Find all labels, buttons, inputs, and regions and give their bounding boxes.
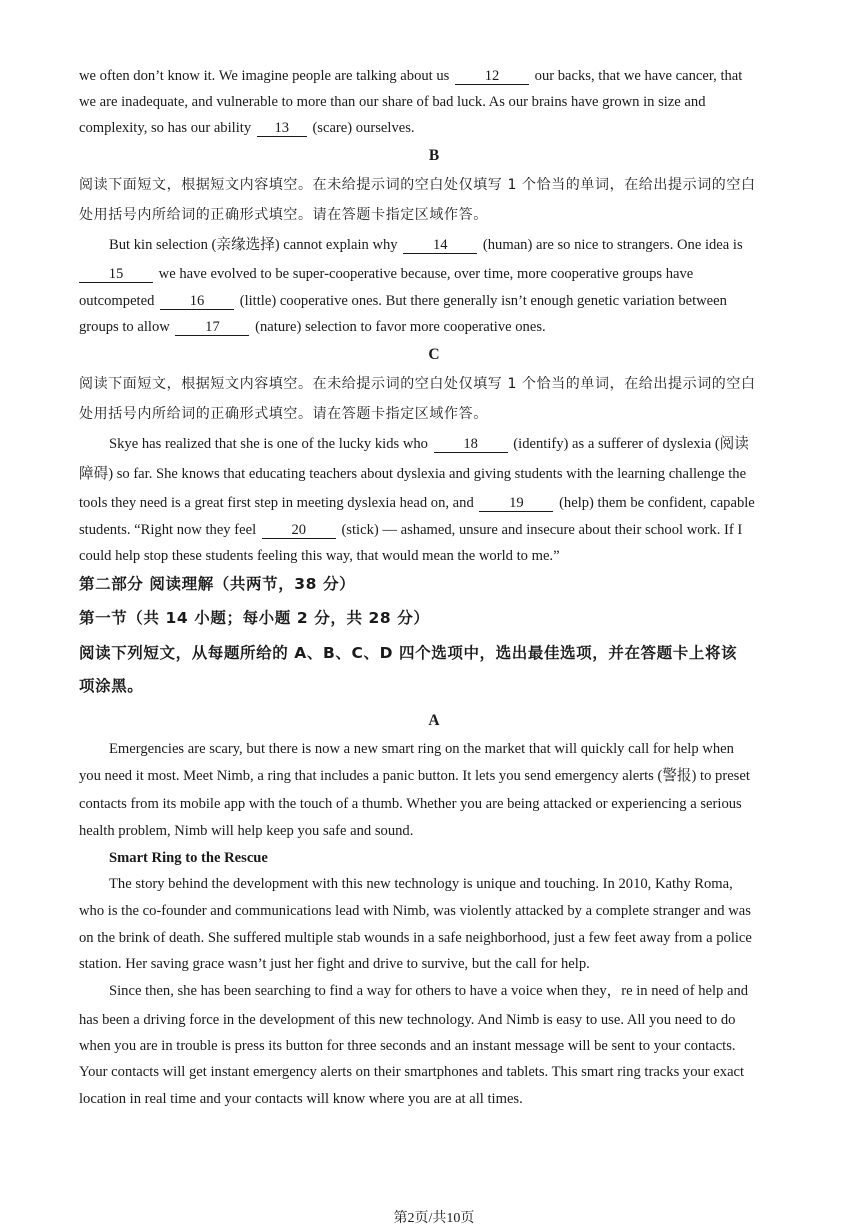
instruction-line: 阅读下面短文，根据短文内容填空。在未给提示词的空白处仅填写 1 个恰当的单词，在给出提示词的空白 — [79, 177, 756, 193]
text-span: our backs, that we have cancer, that — [534, 68, 743, 84]
text-line: 障碍) so far. She knows that educating teachers about dyslexia and giving students with the learning challenge the — [79, 466, 747, 482]
blank-16: 16 — [160, 293, 234, 310]
instruction-line: 处用括号内所给词的正确形式填空。请在答题卡指定区域作答。 — [79, 207, 488, 223]
text-span: (nature) selection to favor more cooperative ones. — [255, 319, 546, 335]
text-span: (scare) ourselves. — [312, 120, 415, 136]
text-line — [109, 235, 821, 255]
section-heading-c: C — [428, 346, 440, 363]
text-span: But kin selection (亲缘选择) cannot explain why — [109, 237, 398, 253]
text-line: Since then, she has been searching to find a way for others to have a voice when they，re in need of help and — [109, 983, 749, 999]
text-line — [79, 66, 791, 86]
instruction-line: 阅读下列短文，从每题所给的 A、B、C、D 四个选项中，选出最佳选项，并在答题卡上将该 — [79, 644, 738, 662]
section-heading-a: A — [428, 712, 440, 729]
text-line — [79, 118, 791, 138]
blank-20: 20 — [262, 522, 336, 539]
text-span: groups to allow — [79, 319, 170, 335]
text-line: Your contacts will get instant emergency alerts on their smartphones and tablets. This smart ring tracks your exact — [79, 1064, 745, 1080]
blank-12: 12 — [455, 68, 529, 85]
blank-13: 13 — [257, 120, 307, 137]
text-line: station. Her saving grace wasn’t just her fight and drive to survive, but the call for help. — [79, 956, 590, 972]
text-span: Skye has realized that she is one of the lucky kids who — [109, 436, 428, 452]
page-number: 第2页/共10页 — [393, 1211, 475, 1226]
blank-17: 17 — [175, 319, 249, 336]
section-heading-b: B — [428, 147, 440, 164]
text-span: complexity, so has our ability — [79, 120, 252, 136]
instruction-line: 处用括号内所给词的正确形式填空。请在答题卡指定区域作答。 — [79, 406, 488, 422]
text-span: students. “Right now they feel — [79, 522, 257, 538]
subheading: Smart Ring to the Rescue — [109, 850, 268, 866]
instruction-line: 项涂黑。 — [79, 677, 144, 695]
text-span: (little) cooperative ones. But there generally isn’t enough genetic variation between — [239, 293, 727, 309]
text-span: (stick) — ashamed, unsure and insecure about their school work. If I — [341, 522, 743, 538]
blank-15: 15 — [79, 266, 153, 283]
text-line — [79, 317, 791, 337]
text-line — [79, 520, 791, 540]
blank-19: 19 — [479, 495, 553, 512]
instruction-line: 阅读下面短文，根据短文内容填空。在未给提示词的空白处仅填写 1 个恰当的单词，在给出提示词的空白 — [79, 376, 756, 392]
text-line: contacts from its mobile app with the touch of a thumb. Whether you are being attacked or experiencing a serious — [79, 796, 742, 812]
part-heading: 第二部分 阅读理解（共两节，38 分） — [79, 575, 356, 593]
text-span: we have evolved to be super-cooperative because, over time, more cooperative groups have — [158, 266, 694, 282]
text-line — [79, 291, 791, 311]
text-line: location in real time and your contacts will know where you are at all times. — [79, 1091, 523, 1107]
text-span: tools they need is a great first step in meeting dyslexia head on, and — [79, 495, 474, 511]
text-span: we often don’t know it. We imagine people are talking about us — [79, 68, 450, 84]
text-line: health problem, Nimb will help keep you safe and sound. — [79, 823, 414, 839]
text-span: outcompeted — [79, 293, 155, 309]
blank-18: 18 — [434, 436, 508, 453]
text-line — [79, 493, 791, 513]
section-heading: 第一节（共 14 小题；每小题 2 分，共 28 分） — [79, 609, 430, 627]
text-line: could help stop these students feeling this way, that would mean the world to me.” — [79, 548, 560, 564]
text-line: you need it most. Meet Nimb, a ring that includes a panic button. It lets you send emergency alerts (警报) to preset — [79, 768, 750, 784]
text-line: we are inadequate, and vulnerable to more than our share of bad luck. As our brains have grown in size and — [79, 94, 706, 110]
text-line: Emergencies are scary, but there is now a new smart ring on the market that will quickly call for help when — [109, 741, 734, 757]
text-line: who is the co-founder and communications lead with Nimb, was violently attacked by a complete stranger and was — [79, 903, 751, 919]
text-line: when you are in trouble is press its button for three seconds and an instant message will be sent to your contacts. — [79, 1038, 736, 1054]
text-line — [79, 264, 791, 284]
text-line: on the brink of death. She suffered multiple stab wounds in a safe neighborhood, just a few feet away from a police — [79, 930, 752, 946]
text-line: has been a driving force in the development of this new technology. And Nimb is easy to use. All you need to do — [79, 1012, 736, 1028]
text-span: (help) them be confident, capable — [559, 495, 755, 511]
text-span: (identify) as a sufferer of dyslexia (阅读 — [513, 436, 749, 452]
text-line — [109, 434, 821, 454]
text-span: (human) are so nice to strangers. One idea is — [482, 237, 743, 253]
blank-14: 14 — [403, 237, 477, 254]
text-line: The story behind the development with this new technology is unique and touching. In 2010, Kathy Roma, — [109, 876, 733, 892]
